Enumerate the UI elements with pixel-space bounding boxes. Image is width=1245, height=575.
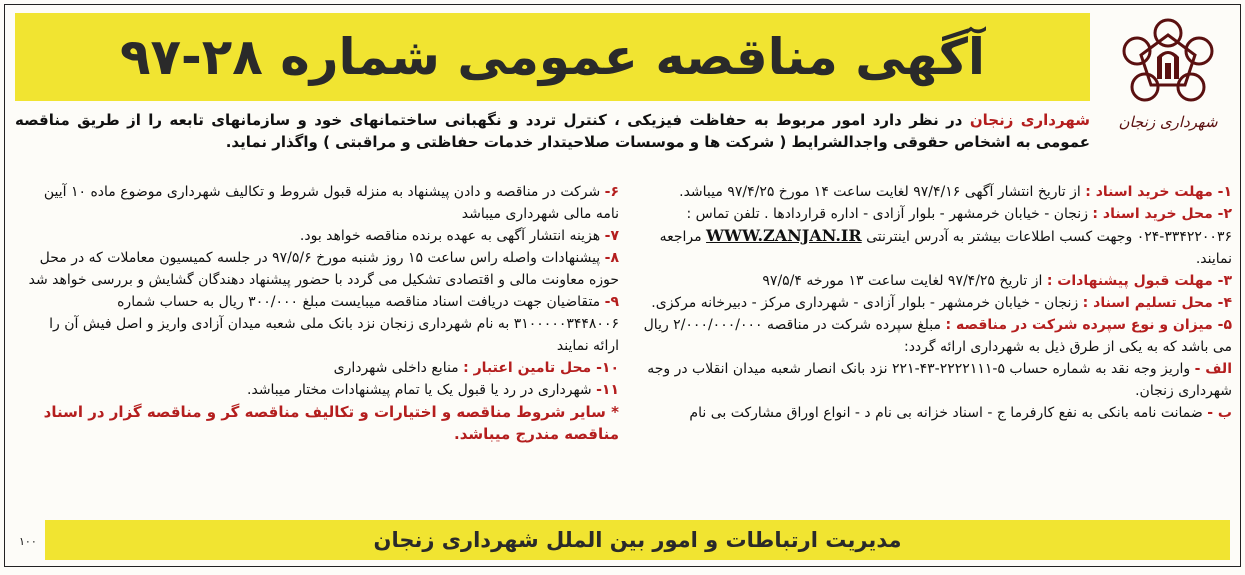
condition-item: ۲- محل خرید اسناد : زنجان - خیابان خرمشهر - بلوار آزادی - اداره قراردادها . تلفن تماس : ۳۳۴۲۲۰۰۳۶-۰۲۴ وجهت کسب اطلاعات بیشتر به آدرس اینترنتی WWW.ZANJAN.IR مراجعه نمایند. [659, 206, 1232, 267]
condition-item: ۴- محل تسلیم اسناد : زنجان - خیابان خرمشهر - بلوار آزادی - شهرداری مرکز - دبیرخانه مرکزی. [651, 295, 1232, 311]
other-conditions-note: * سایر شروط مناقصه و اختیارات و تکالیف مناقصه گر و مناقصه گزار در اسناد مناقصه مندرج میباشد. [43, 403, 619, 443]
condition-item: ۸- پیشنهادات واصله راس ساعت ۱۵ روز شنبه مورخ ۹۷/۵/۶ در جلسه کمیسیون معاملات که در محل حوزه معاونت مالی و اقتصادی تشکیل می گردد با حضور پیشنهاد دهندگان گشایش و بررسی خواهد شد [28, 250, 619, 288]
conditions-left-column [19, 181, 619, 445]
condition-item: ب - ضمانت نامه بانکی به نفع کارفرما ج - اسناد خزانه بی نام د - انواع اوراق مشارکت بی نام [689, 405, 1232, 421]
condition-item: ۱۰- محل تامین اعتبار : منابع داخلی شهرداری [333, 360, 619, 376]
website-link[interactable]: WWW.ZANJAN.IR [706, 226, 862, 245]
footer-banner: مدیریت ارتباطات و امور بین الملل شهرداری زنجان [45, 520, 1230, 560]
condition-item: ۹- متقاضیان جهت دریافت اسناد مناقصه میبایست مبلغ ۳۰۰/۰۰۰ ریال به حساب شماره ۳۱۰۰۰۰۰۳۴۴۸۰۰۶ به نام شهرداری زنجان نزد بانک ملی شعبه میدان آزادی واریز و اصل فیش آن را ارائه نمایند [49, 294, 619, 354]
intro-paragraph [15, 109, 1090, 153]
municipality-emblem-icon [1113, 13, 1223, 113]
conditions-right-column [632, 181, 1232, 424]
org-name: شهرداری زنجان [969, 111, 1090, 129]
page-number: ۱۰۰ [19, 535, 37, 548]
condition-item: الف - واریز وجه نقد به شماره حساب ۵-۲۲۲۲۱۱۱-۴۳-۲۲۱ نزد بانک انصار شعبه میدان انقلاب در وجه شهرداری زنجان. [647, 361, 1232, 399]
condition-item: ۶- شرکت در مناقصه و دادن پیشنهاد به منزله قبول شروط و تکالیف شهرداری موضوع ماده ۱۰ آیین نامه مالی شهرداری میباشد [43, 184, 619, 222]
tender-advertisement [4, 4, 1241, 567]
condition-item: ۱- مهلت خرید اسناد : از تاریخ انتشار آگهی ۹۷/۴/۱۶ لغایت ساعت ۱۴ مورخ ۹۷/۴/۲۵ میباشد. [679, 184, 1232, 200]
condition-item: ۱۱- شهرداری در رد یا قبول یک یا تمام پیشنهادات مختار میباشد. [247, 382, 619, 398]
intro-text-2: عمومی به اشخاص حقوقی واجدالشرایط ( شرکت ها و موسسات صلاحیتدار خدمات حفاظتی و مراقبتی ) واگذار نماید. [225, 133, 1090, 151]
condition-item: ۳- مهلت قبول پیشنهادات : از تاریخ ۹۷/۴/۲۵ لغایت ساعت ۱۳ مورخه ۹۷/۵/۴ [762, 273, 1232, 289]
intro-text-1: در نظر دارد امور مربوط به حفاظت فیزیکی ، کنترل تردد و نگهبانی ساختمانهای خود و سازمانهای تابعه را از طریق مناقصه [15, 111, 970, 129]
logo-caption: شهرداری زنجان [1118, 113, 1218, 131]
condition-item: ۵- میزان و نوع سپرده شرکت در مناقصه : مبلغ سپرده شرکت در مناقصه ۲/۰۰۰/۰۰۰/۰۰۰ ریال می باشد که به یکی از طرق ذیل به شهرداری ارائه گردد: [643, 317, 1232, 355]
municipality-logo [1104, 13, 1232, 153]
ad-title: آگهی مناقصه عمومی شماره ۲۸-۹۷ [15, 13, 1090, 101]
condition-item: ۷- هزینه انتشار آگهی به عهده برنده مناقصه خواهد بود. [299, 228, 619, 244]
